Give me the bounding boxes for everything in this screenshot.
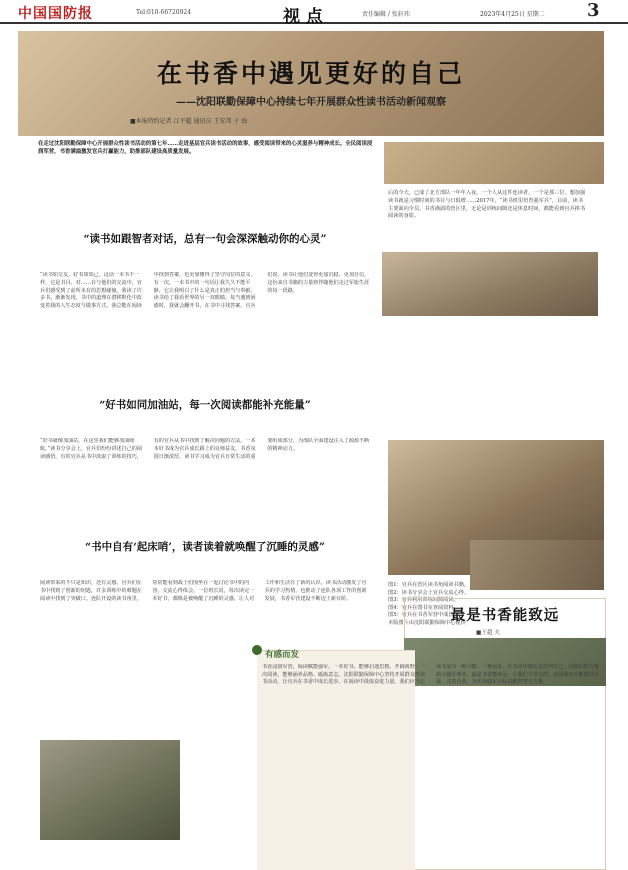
lead-photo [384,142,604,184]
photo-4 [40,740,180,840]
article-title: 在书香中遇见更好的自己 [156,59,465,88]
caption-2: 图2：读书分享会上官兵交流心得。 [388,589,470,596]
issue-date: 2023年4月25日 星期二 [480,11,545,18]
photo-credit: 本版图片由沈阳联勤保障中心提供 [388,619,466,626]
box-body: 书香浸润军营，阅读赋能强军。一本好书，能够启迪思想、开阔视野；一次阅读，能够涵养品格、砥砺意志。沈阳联勤保障中心坚持开展群众性读书活动，让官兵在书香中成长进步，在阅读中汲取奋进力量。我们应当让读书成为一种习惯、一种追求，在书香中遇见更好的自己，以知识的力量助力强军事业。最是书香能致远，让我们与书为伴，在阅读中不断提升自我、完善自我，为实现强军目标贡献智慧与力量。 [262,664,600,686]
section-1-body: “读书如交友，好书如知己。这话一本书不一样，它是书目，对……在与他们的交流中，官兵们感受到了前所未有的思想碰撞。我读了许多书，渐渐发现，书中的道理在潜移默化中改变着我的人生态度与做事方式。我总能在阅读中找到答案，也更加懂得了坚守岗位的意义。有一次，一本书中的一句话让我久久不能平静，它让我明白了什么是真正的担当与奉献。读书给了我看世界的另一双眼睛。每当遇到困惑时，我就会翻开书，在书中寻找答案。官兵们说，读书让他们变得更加沉稳、更加自信，这份来自书籍的力量将伴随他们走过军旅生涯的每一段路。 [40,272,370,310]
section-1-heading: “读书如跟智者对话，总有一句会深深触动你的心灵” [83,233,327,245]
photo-1 [382,252,598,316]
newspaper-logo: 中国国防报 [18,6,93,22]
section-3-heading: “书中自有‘起床哨’，读者读着就唤醒了沉睡的灵感” [85,541,325,553]
section-2-heading: “好书如同加油站，每一次阅读都能补充能量” [99,399,311,411]
page-number: 3 [587,0,600,21]
byline: ■本报特约记者 江平超 通讯员 王安邦 于 海 [130,118,248,125]
caption-1: 图1：官兵在营区读书角阅读书籍。 [388,582,470,588]
section-title: 视 点 [283,7,323,27]
telephone: Tel:010-66720924 [136,9,192,16]
caption-5: 图5：官兵在书香军营中成长。 [388,612,459,619]
right-column-text: 后的今天，已成了北方部队一年年入夜。一个人从这件连读者，一个是那三位，想加强读书就是习惯时间的书目与日俱增……2017年，“读书班里培育强军兵”，目前，读书主要面向全员。书香满溢的营区里，无论是训练间隙还是休息时间，都能看到官兵捧书阅读的身影。 [388,190,586,220]
editors: 责任编辑 / 张轩玮 [362,11,410,18]
box-author: ■王超 夫 [476,630,500,636]
box-title: 最是书香能致远 [450,607,560,624]
section-3-body: 阅读带来的不只是知识，还有灵感。官兵们在书中找到了创新的钥匙，许多训练中的难题在阅读中找到了突破口。连队开设的读书角里，常常能看到战士们围坐在一起讨论书中的内容，交流心得体会。一位班长说，每次读完一本好书，都像是被唤醒了沉睡的灵感，让人对工作和生活有了新的认识。读书活动激发了官兵的学习热情，也推动了连队各项工作的创新发展，书香军营建设不断迈上新台阶。 [40,580,367,602]
caption-3: 图3：官兵利用训练间隙阅读。 [388,597,459,604]
caption-4: 图4：官兵在图书室查阅资料。 [388,604,459,611]
commentary-badge: 有感而发 [265,650,300,660]
leaf-icon [252,645,262,655]
article-subtitle: ——沈阳联勤保障中心持续七年开展群众性读书活动新闻观察 [176,97,446,108]
lead-paragraph: 在走过沈阳联勤保障中心开展群众性读书活动的第七年……走进基层官兵读书活动的故事，感受阅读带来的心灵滋养与精神成长。全民阅读浸润军营，书香满溢激发官兵打赢能力，助推部队建设高质量发展。 [38,141,373,155]
section-2-body: “好书就像加油站，在这里我们能够加油续航。”读书分享会上，官兵们纷纷讲述自己的阅读感悟。有的官兵从书中汲取了训练的技巧，有的官兵从书中找到了解决问题的方法。一本本好书成为官兵成长路上的良师益友，书香氛围日渐浓厚，读书学习成为官兵日常生活的重要组成部分，为部队全面建设注入了源源不断的精神动力。 [40,438,370,460]
